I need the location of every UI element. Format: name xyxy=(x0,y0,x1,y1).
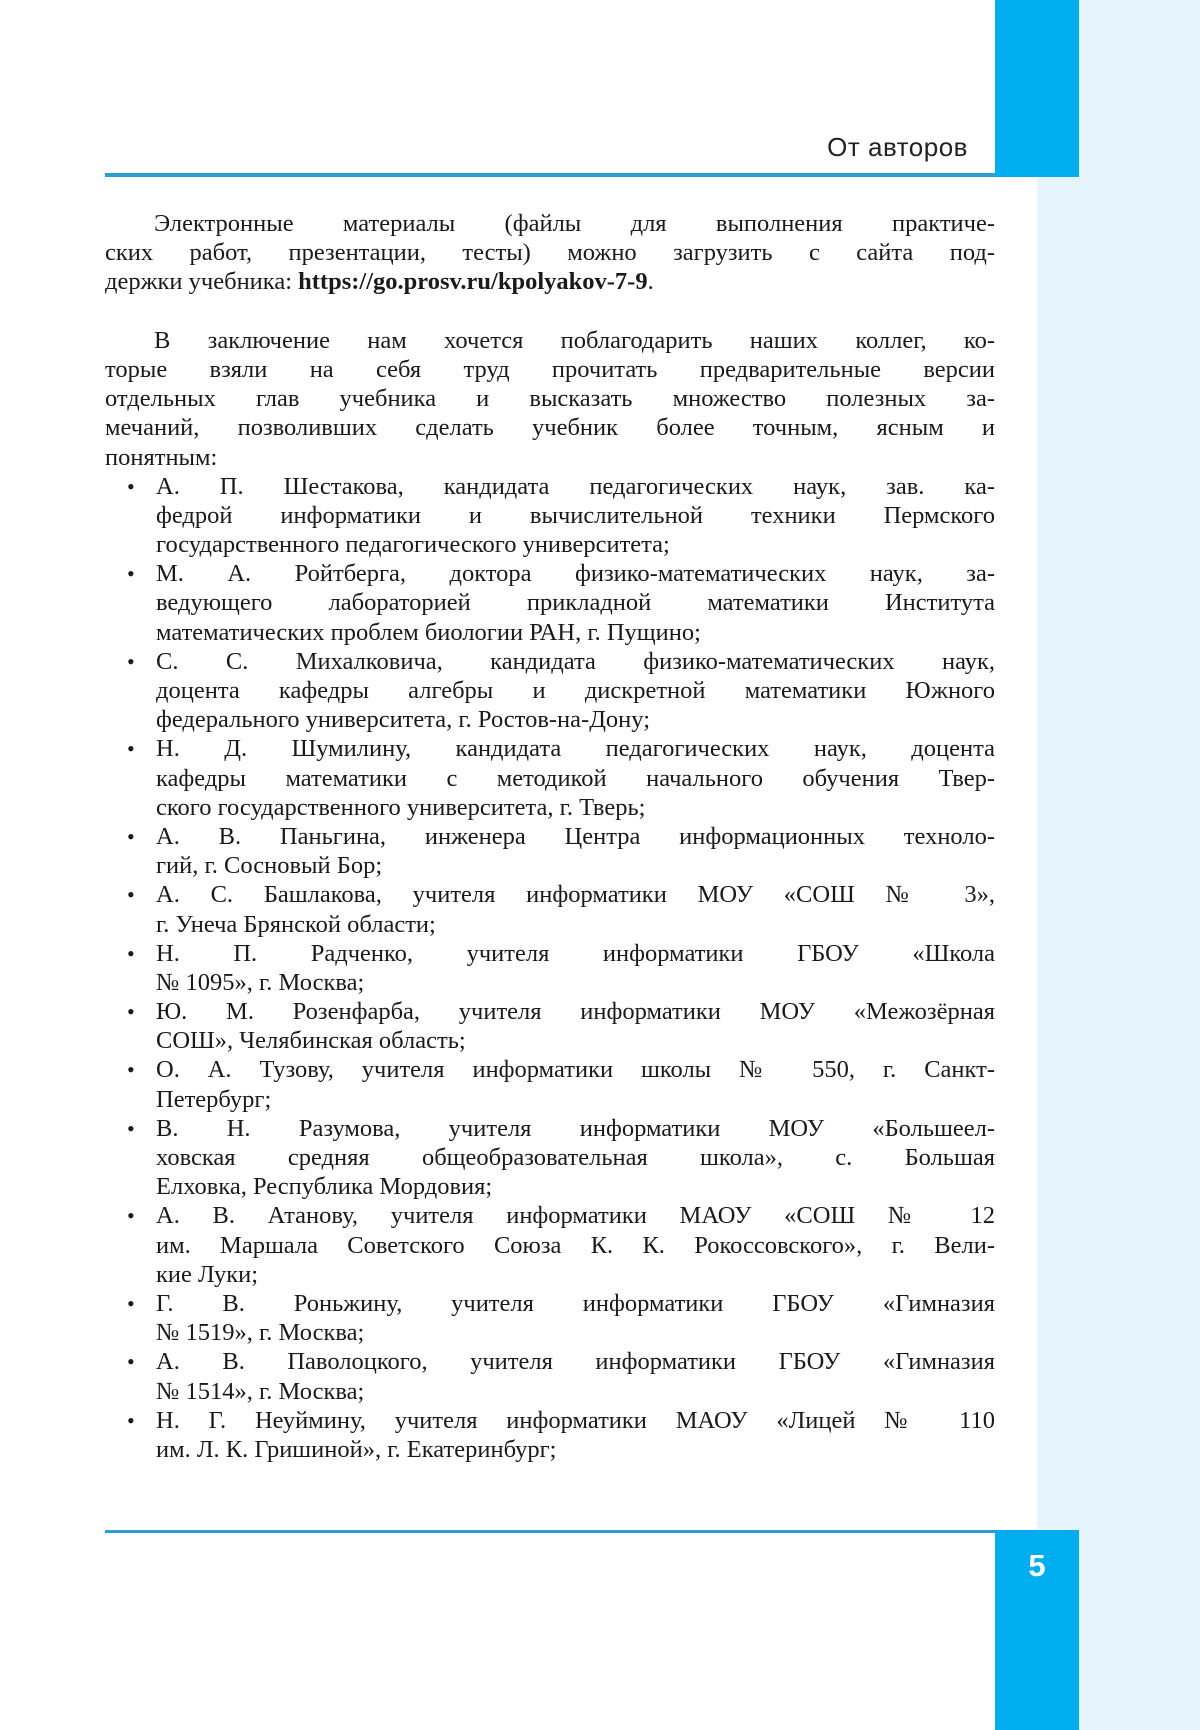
text-line: Н. Д. Шумилину, кандидата педагогических наук, доцента xyxy=(156,735,995,763)
reviewer-list-item xyxy=(105,1289,995,1347)
text-line: гий, г. Сосновый Бор; xyxy=(156,852,383,880)
text-line: Г. В. Роньжину, учителя информатики ГБОУ «Гимназия xyxy=(156,1289,995,1317)
text-line: Н. П. Радченко, учителя информатики ГБОУ «Школа xyxy=(156,939,995,967)
text-line: ведующего лабораторией прикладной математики Института xyxy=(156,589,995,617)
reviewer-list-item xyxy=(105,997,995,1055)
text-line: ского государственного университета, г. Тверь; xyxy=(156,793,646,821)
text-line: № 1095», г. Москва; xyxy=(156,968,365,996)
bullet-icon: • xyxy=(127,1203,135,1229)
reviewer-list-item xyxy=(105,1347,995,1405)
bullet-icon: • xyxy=(127,561,135,587)
text-line xyxy=(105,267,995,296)
text-line: Петербург; xyxy=(156,1085,272,1113)
header-color-tab xyxy=(995,0,1079,177)
bullet-icon: • xyxy=(127,1290,135,1316)
text-line: В. Н. Разумова, учителя информатики МОУ «Большеел- xyxy=(156,1114,995,1142)
paragraph-acknowledgements xyxy=(105,326,995,472)
bullet-icon: • xyxy=(127,823,135,849)
text-line: ских работ, презентации, тесты) можно загрузить с сайта под- xyxy=(105,239,995,267)
reviewer-list-item xyxy=(105,880,995,938)
running-header-title: От авторов xyxy=(827,132,968,162)
text-line: Ю. М. Розенфарба, учителя информатики МОУ «Межозёрная xyxy=(156,998,995,1026)
text-span: . xyxy=(647,268,654,296)
bullet-icon: • xyxy=(127,1057,135,1083)
bullet-icon: • xyxy=(127,1407,135,1433)
bullet-icon: • xyxy=(127,648,135,674)
bullet-icon: • xyxy=(127,473,135,499)
text-line: ховская средняя общеобразовательная школа», с. Большая xyxy=(156,1144,995,1171)
text-line: № 1519», г. Москва; xyxy=(156,1319,365,1347)
text-line: федерального университета, г. Ростов-на-Дону; xyxy=(156,706,650,734)
reviewer-list-item xyxy=(105,1114,995,1202)
page-content xyxy=(105,209,995,1464)
footer-rule xyxy=(105,1530,995,1533)
text-line: С. С. Михалковича, кандидата физико-математических наук, xyxy=(156,647,995,675)
bullet-icon: • xyxy=(127,1115,135,1141)
side-margin-band xyxy=(1037,0,1200,1730)
text-line: Елховка, Республика Мордовия; xyxy=(156,1173,493,1201)
reviewer-list-item xyxy=(105,1201,995,1289)
reviewer-list-item xyxy=(105,1406,995,1464)
reviewer-list-item xyxy=(105,734,995,822)
bullet-icon: • xyxy=(127,882,135,908)
text-line: СОШ», Челябинская область; xyxy=(156,1027,466,1055)
text-line: В заключение нам хочется поблагодарить наших коллег, ко- xyxy=(154,326,995,354)
text-line: А. В. Паньгина, инженера Центра информационных техноло- xyxy=(156,822,995,850)
text-line: им. Маршала Советского Союза К. К. Рокоссовского», г. Вели- xyxy=(156,1231,995,1259)
reviewer-list-item xyxy=(105,939,995,997)
text-line: федрой информатики и вычислительной техники Пермского xyxy=(156,501,995,529)
reviewer-list-item xyxy=(105,1055,995,1113)
text-line: доцента кафедры алгебры и дискретной математики Южного xyxy=(156,677,995,704)
text-line: им. Л. К. Гришиной», г. Екатеринбург; xyxy=(156,1435,557,1463)
text-line: мечаний, позволивших сделать учебник более точным, ясным и xyxy=(105,414,995,442)
text-line: Н. Г. Неуймину, учителя информатики МАОУ «Лицей № 110 xyxy=(156,1406,995,1434)
text-line: О. А. Тузову, учителя информатики школы № 550, г. Санкт- xyxy=(156,1056,995,1084)
text-line: М. А. Ройтберга, доктора физико-математических наук, за- xyxy=(156,560,995,588)
text-span: держки учебника: xyxy=(105,268,299,296)
page-number: 5 xyxy=(1028,1548,1046,1583)
reviewer-list-item xyxy=(105,822,995,880)
text-line: А. П. Шестакова, кандидата педагогических наук, зав. ка- xyxy=(156,472,995,500)
bullet-icon: • xyxy=(127,940,135,966)
reviewer-list-item xyxy=(105,559,995,647)
support-site-link[interactable]: https://go.prosv.ru/kpolyakov-7-9 xyxy=(298,268,648,296)
text-line: г. Унеча Брянской области; xyxy=(156,910,436,938)
text-line: государственного педагогического университета; xyxy=(156,531,670,559)
text-line: А. В. Паволоцкого, учителя информатики ГБОУ «Гимназия xyxy=(156,1348,995,1376)
text-line: А. В. Атанову, учителя информатики МАОУ «СОШ № 12 xyxy=(156,1202,995,1230)
text-line: понятным: xyxy=(105,443,218,471)
text-line: кафедры математики с методикой начального обучения Твер- xyxy=(156,764,995,792)
text-line: Электронные материалы (файлы для выполнения практиче- xyxy=(154,210,995,237)
text-line: математических проблем биологии РАН, г. Пущино; xyxy=(156,618,701,646)
reviewers-list xyxy=(105,472,995,1464)
text-line: А. С. Башлакова, учителя информатики МОУ «СОШ № 3», xyxy=(156,881,995,909)
paragraph-electronic-materials xyxy=(105,209,995,297)
header-rule xyxy=(105,173,995,177)
reviewer-list-item xyxy=(105,647,995,735)
text-line: отдельных глав учебника и высказать множество полезных за- xyxy=(105,385,995,413)
text-line: торые взяли на себя труд прочитать предварительные версии xyxy=(105,355,995,383)
bullet-icon: • xyxy=(127,999,135,1025)
bullet-icon: • xyxy=(127,1349,135,1375)
reviewer-list-item xyxy=(105,472,995,560)
text-line: № 1514», г. Москва; xyxy=(156,1377,365,1405)
bullet-icon: • xyxy=(127,736,135,762)
text-line: кие Луки; xyxy=(156,1260,259,1288)
